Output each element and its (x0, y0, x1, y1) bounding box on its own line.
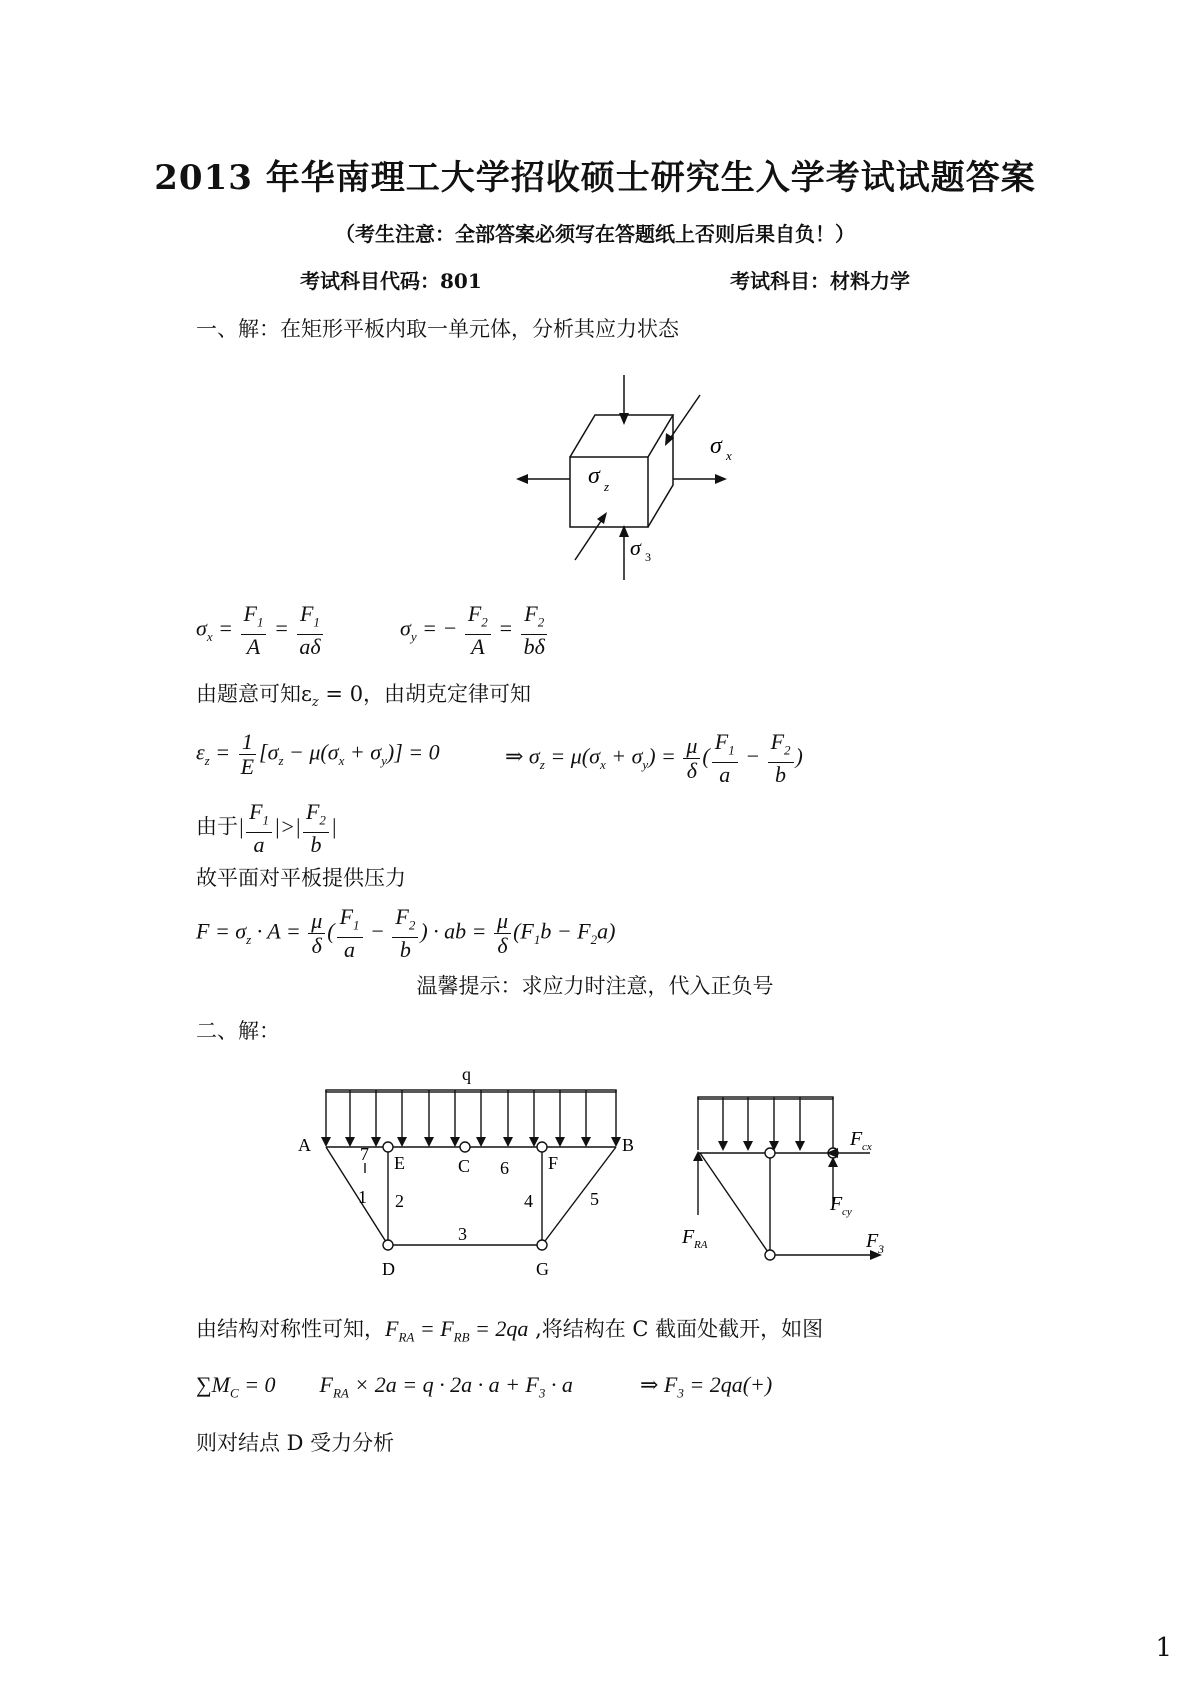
page-number: 1 (1155, 1633, 1172, 1663)
svg-text:5: 5 (590, 1189, 599, 1209)
subject-code: 考试科目代码：801 (300, 269, 482, 293)
svg-text:4: 4 (524, 1191, 533, 1211)
strain-z-formula: $\varepsilon_z$ = $\frac{1}{E}$ $[\sigma_z - \mu(\sigma_x + \sigma_y)] = 0$ (196, 729, 440, 779)
node-f-label: F (548, 1153, 559, 1173)
svg-text:z: z (604, 479, 610, 494)
node-e-label: E (394, 1153, 405, 1173)
svg-text:RA: RA (694, 1239, 708, 1251)
sigma-y-formula: $\sigma_y$ = − $\frac{F_2}{A}$ = $\frac{F_2}{b\delta}$ (400, 602, 550, 659)
fcx-label: F (850, 1128, 863, 1150)
tip-line: 温馨提示：求应力时注意，代入正负号 (416, 974, 774, 998)
stress-element-figure (500, 375, 780, 585)
page-title: 2013 年华南理工大学招收硕士研究生入学考试试题答案 (154, 158, 1036, 198)
node-c-label: C (458, 1156, 471, 1176)
q1-intro: 一、解：在矩形平板内取一单元体，分析其应力状态 (196, 317, 679, 341)
symmetry-line: 由结构对称性可知，$F_{RA} = F_{RB} = 2qa$ ,将结构在 C 截面处截开，如图 (196, 1316, 824, 1345)
svg-text:x: x (726, 448, 732, 463)
sigma-x-formula: $\sigma_x$ = $\frac{F_1}{A}$ = $\frac{F_1}{a\delta}$ (196, 602, 326, 659)
fra-label: F (682, 1226, 695, 1248)
f3-label: F (866, 1230, 879, 1252)
svg-text:3: 3 (878, 1242, 884, 1256)
node-a-label: A (298, 1135, 311, 1155)
svg-text:7: 7 (360, 1144, 369, 1164)
svg-text:3: 3 (458, 1224, 467, 1244)
since-line: 由于| $\frac{F_1}{a}$ |>| $\frac{F_2}{b}$ | (196, 799, 337, 858)
conclusion-line: 故平面对平板提供压力 (196, 866, 406, 890)
svg-text:cx: cx (862, 1141, 872, 1153)
sigma-z-formula: ⇒ $\sigma_z = \mu(\sigma_x + \sigma_y)$ = $\frac{\mu}{\delta}$ ( $\frac{F_1}{a}$ − $\frac{F_2}{b}$ ) (505, 729, 803, 788)
svg-text:2: 2 (395, 1191, 404, 1211)
subject-name: 考试科目：材料力学 (730, 269, 910, 293)
svg-text:6: 6 (500, 1158, 509, 1178)
node-d-line: 则对结点 D 受力分析 (196, 1431, 395, 1455)
node-d-label: D (382, 1259, 395, 1279)
node-b-label: B (622, 1135, 635, 1155)
exam-notice: （考生注意：全部答案必须写在答题纸上否则后果自负！） (335, 222, 855, 246)
f3-result: ⇒ $F_3 = 2qa(+)$ (640, 1372, 773, 1401)
hooke-line: 由题意可知$\varepsilon_z = 0$，由胡克定律可知 (196, 682, 532, 711)
sigma-x-label: σ (710, 433, 722, 459)
sigma-z-label: σ (588, 463, 600, 489)
node-g-label: G (536, 1259, 549, 1279)
force-formula: $F = \sigma_z \cdot A$ = $\frac{\mu}{\delta}$ ( $\frac{F_1}{a}$ − $\frac{F_2}{b}$ ) · ab = $\frac{\mu}{\delta}$ $(F_1b - F_2a)$ (196, 904, 616, 963)
q-label: q (462, 1065, 471, 1084)
fcy-label: F (830, 1193, 843, 1215)
svg-text:cy: cy (842, 1206, 852, 1218)
truss-figure (290, 1065, 940, 1290)
q2-intro: 二、解： (196, 1019, 280, 1043)
svg-text:1: 1 (358, 1187, 367, 1207)
svg-text:3: 3 (645, 550, 651, 564)
sigma-3-label: σ (630, 535, 641, 560)
moment-equation: $\sum M_C = 0$ $F_{RA} \times 2a = q \cdot 2a \cdot a + F_3 \cdot a$ (196, 1372, 573, 1401)
